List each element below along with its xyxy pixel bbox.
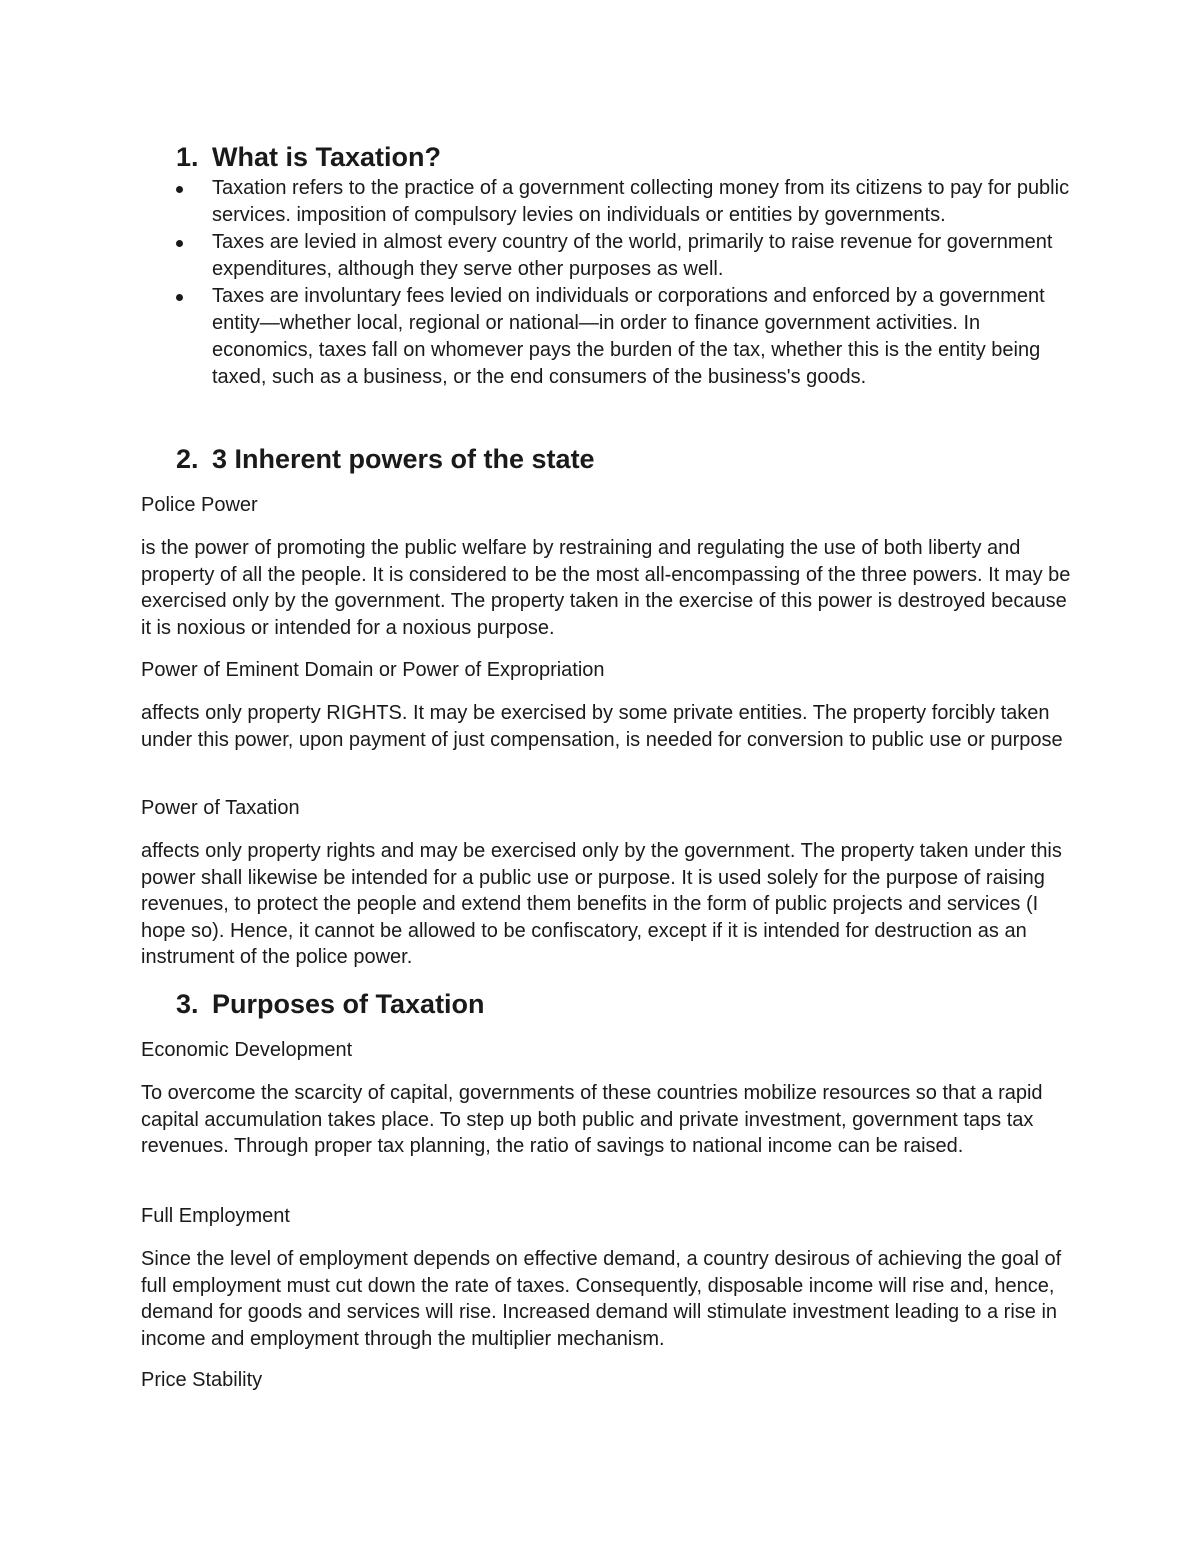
power-of-taxation-text: affects only property rights and may be exercised only by the government. The property taken under this power shall likewise be intended for a public use or purpose. It is used solely for the purpose of raising revenues, to protect the people and extend them benefits in the form of public projects and services (I hope so). Hence, it cannot be allowed to be confiscatory, except if it is intended for destruction as an instrument of the police power. [141,840,1062,969]
section-2-heading [176,443,595,475]
bullet-item [176,229,1076,283]
economic-development-label: Economic Development [141,1039,353,1061]
bullet-icon [176,186,183,193]
section-3-title: Purposes of Taxation [212,989,485,1019]
section-1-number: 1. [176,142,199,172]
section-2-title: 3 Inherent powers of the state [212,444,595,474]
bullet-item [176,283,1076,391]
bullet-text: Taxation refers to the practice of a government collecting money from its citizens to pay for public services. imposition of compulsory levies on individuals or entities by governments. [212,177,1070,226]
section-1-heading [176,141,441,173]
police-power-label: Police Power [141,494,258,516]
eminent-domain-label: Power of Eminent Domain or Power of Expropriation [141,659,605,681]
bullet-text: Taxes are involuntary fees levied on individuals or corporations and enforced by a government entity—whether local, regional or national—in order to finance government activities. In economics, taxes fall on whomever pays the burden of the tax, whether this is the entity being taxed, such as a business, or the end consumers of the business's goods. [212,285,1045,388]
price-stability-label: Price Stability [141,1369,263,1391]
section-3-number: 3. [176,989,199,1019]
bullet-icon [176,240,183,247]
bullet-text: Taxes are levied in almost every country of the world, primarily to raise revenue for government expenditures, although they serve other purposes as well. [212,231,1053,280]
economic-development-text: To overcome the scarcity of capital, governments of these countries mobilize resources so that a rapid capital accumulation takes place. To step up both public and private investment, government taps tax revenues. Through proper tax planning, the ratio of savings to national income can be raised. [141,1082,1043,1158]
eminent-domain-text: affects only property RIGHTS. It may be exercised by some private entities. The property forcibly taken under this power, upon payment of just compensation, is needed for conversion to public use or purpose [141,702,1063,751]
power-of-taxation-label: Power of Taxation [141,797,300,819]
section-2-number: 2. [176,444,199,474]
bullet-icon [176,294,183,301]
taxation-bullet-list [176,175,1076,391]
police-power-text: is the power of promoting the public welfare by restraining and regulating the use of both liberty and property of all the people. It is considered to be the most all-encompassing of the three powers. It may be exercised only by the government. The property taken in the exercise of this power is destroyed because it is noxious or intended for a noxious purpose. [141,537,1071,639]
section-1-title: What is Taxation? [212,142,442,172]
full-employment-text: Since the level of employment depends on effective demand, a country desirous of achieving the goal of full employment must cut down the rate of taxes. Consequently, disposable income will rise and, hence, demand for goods and services will rise. Increased demand will stimulate investment leading to a rise in income and employment through the multiplier mechanism. [141,1248,1062,1350]
section-3-heading [176,988,485,1020]
bullet-item [176,175,1076,229]
full-employment-label: Full Employment [141,1205,290,1227]
